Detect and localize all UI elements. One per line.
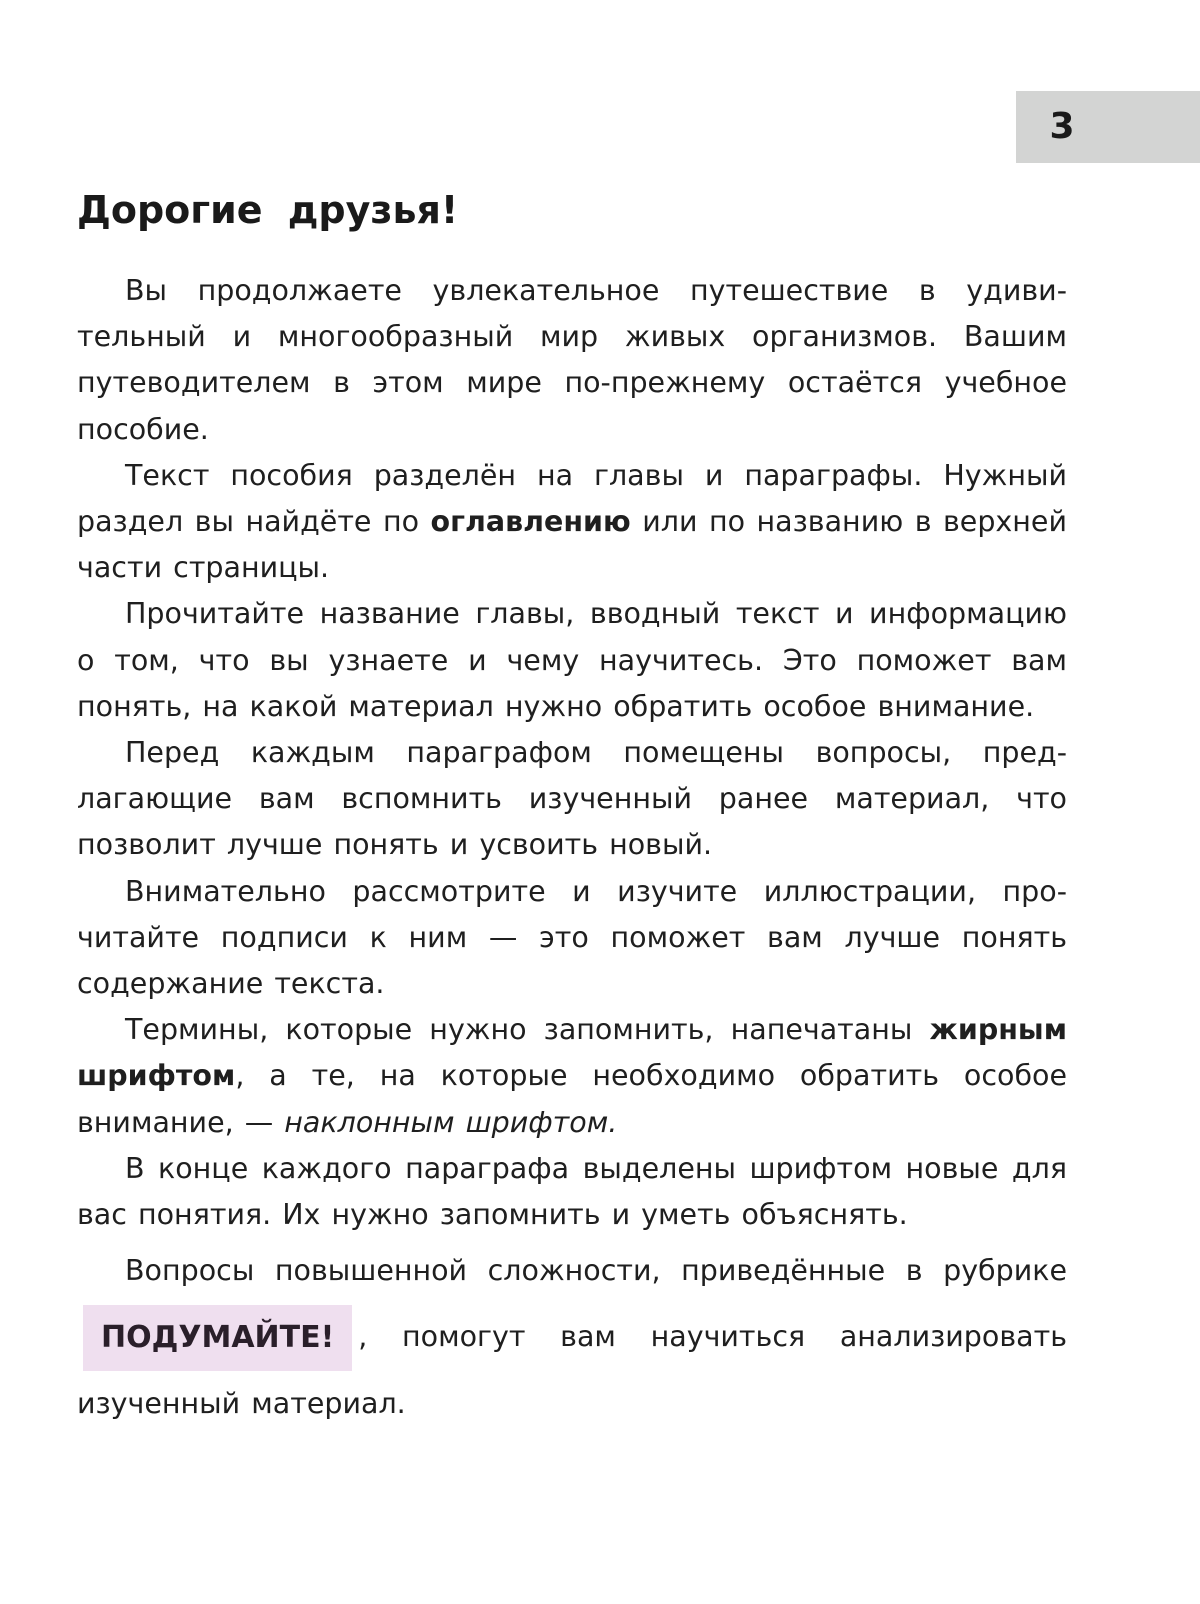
paragraph-8 — [77, 1238, 1067, 1437]
paragraph-5: Внимательно рассмотрите и изучите иллюстрации, прочитайте подписи к ним — это поможет вам лучше понять содержание текста. — [77, 874, 1067, 1001]
page-title: Дорогие друзья! — [77, 188, 459, 232]
paragraph-7: В конце каждого параграфа выделены шрифтом новые для вас понятия. Их нужно запомнить и уметь объяснять. — [77, 1151, 1067, 1232]
paragraph-1: Вы продолжаете увлекательное путешествие в удивительный и многообразный мир живых организмов. Вашим путеводителем в этом мире по-прежнему остаётся учебное пособие. — [77, 274, 1067, 446]
term-italic-font: наклонным шрифтом. — [284, 1105, 618, 1139]
paragraph-2-text-a: Текст пособия разделён на главы и параграфы. Нужный раздел вы найдёте по — [77, 458, 1067, 539]
paragraph-6-text-a: Термины, которые нужно запомнить, напечатаны — [125, 1013, 930, 1047]
body-text — [77, 268, 1067, 1437]
paragraph-3: Прочитайте название главы, вводный текст и информацию о том, что вы узнаете и чему научитесь. Это поможет вам понять, на какой материал нужно обратить особое внимание. — [77, 597, 1067, 723]
term-contents: оглавлению — [430, 505, 631, 539]
term-bold-font: жирным шрифтом — [77, 1013, 1067, 1093]
paragraph-4: Перед каждым параграфом помещены вопросы, предлагающие вам вспомнить изученный ранее материал, что позволит лучше понять и усвоить новый. — [77, 736, 1067, 862]
paragraph-8-text-a: Вопросы повышенной сложности, приведённые в рубрике — [125, 1254, 1067, 1288]
page-number-box — [1016, 91, 1200, 163]
paragraph-6-text-b: , а те, на которые необходимо обратить особое внимание, — — [77, 1059, 1067, 1139]
paragraph-2-text-b: или по названию в верхней части страницы. — [77, 505, 1067, 585]
paragraph-8-text-b: , помогут вам научиться анализировать изученный материал. — [77, 1320, 1067, 1421]
think-rubric-badge: ПОДУМАЙТЕ! — [83, 1305, 352, 1371]
paragraph-2 — [77, 453, 1067, 592]
page-number: 3 — [1049, 106, 1075, 147]
paragraph-6 — [77, 1007, 1067, 1146]
